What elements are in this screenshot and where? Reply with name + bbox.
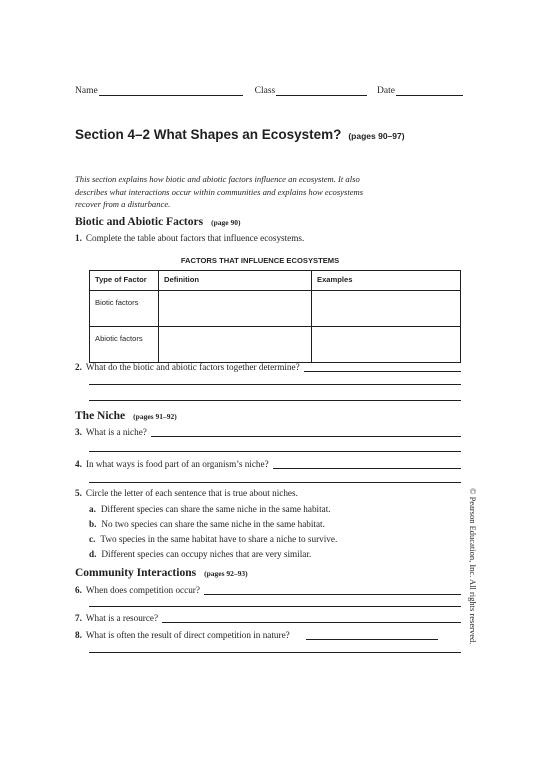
question-number: 2. bbox=[75, 362, 82, 372]
choice-d[interactable] bbox=[89, 549, 311, 559]
question-number: 4. bbox=[75, 459, 82, 469]
class-label: Class bbox=[254, 86, 276, 96]
table-caption: FACTORS THAT INFLUENCE ECOSYSTEMS bbox=[180, 256, 340, 265]
question-4 bbox=[75, 459, 461, 469]
header-fields bbox=[75, 86, 463, 96]
name-field[interactable] bbox=[99, 86, 243, 96]
answer-line[interactable] bbox=[304, 362, 461, 372]
heading-text: The Niche bbox=[75, 410, 126, 422]
answer-line[interactable] bbox=[89, 482, 461, 483]
heading-pages: (pages 91–92) bbox=[133, 412, 177, 421]
class-field[interactable] bbox=[276, 86, 367, 96]
question-text: What is often the result of direct competition in nature? bbox=[85, 630, 290, 640]
question-text: What is a resource? bbox=[85, 613, 159, 623]
section-title-text: Section 4–2 What Shapes an Ecosystem? bbox=[75, 127, 342, 142]
question-text: What do the biotic and abiotic factors together determine? bbox=[85, 362, 300, 372]
question-number: 8. bbox=[75, 630, 82, 640]
column-header: Examples bbox=[312, 271, 461, 291]
choice-text: No two species can share the same niche in the same habitat. bbox=[101, 519, 325, 529]
question-6 bbox=[75, 585, 461, 595]
factors-table bbox=[89, 270, 461, 363]
question-2 bbox=[75, 362, 461, 372]
answer-line[interactable] bbox=[162, 613, 461, 623]
answer-cell[interactable] bbox=[312, 327, 461, 363]
question-7 bbox=[75, 613, 461, 623]
answer-cell[interactable] bbox=[159, 291, 312, 327]
copyright-text: © Pearson Education, Inc. All rights reserved. bbox=[468, 488, 478, 645]
question-text: In what ways is food part of an organism’s niche? bbox=[85, 459, 269, 469]
intro-paragraph: This section explains how biotic and abiotic factors influence an ecosystem. It also describes what interactions occur within communities and explains how ecosystems recover from a disturbance. bbox=[75, 174, 364, 209]
question-1 bbox=[75, 233, 461, 243]
choice-letter[interactable]: b. bbox=[89, 519, 97, 529]
table-header-row bbox=[90, 271, 461, 291]
question-number: 5. bbox=[75, 488, 82, 498]
row-label: Abiotic factors bbox=[90, 327, 159, 363]
answer-line[interactable] bbox=[306, 630, 438, 640]
choice-text: Different species can share the same niche in the same habitat. bbox=[100, 504, 331, 514]
choice-b[interactable] bbox=[89, 519, 325, 529]
answer-line[interactable] bbox=[273, 459, 461, 469]
answer-cell[interactable] bbox=[159, 327, 312, 363]
choice-text: Two species in the same habitat have to share a niche to survive. bbox=[100, 534, 338, 544]
question-3 bbox=[75, 427, 461, 437]
heading-niche bbox=[75, 410, 177, 422]
choice-letter[interactable]: c. bbox=[89, 534, 96, 544]
question-number: 7. bbox=[75, 613, 82, 623]
column-header: Type of Factor bbox=[90, 271, 159, 291]
answer-line[interactable] bbox=[89, 652, 461, 653]
section-title-pages: (pages 90–97) bbox=[348, 131, 405, 141]
question-text: When does competition occur? bbox=[85, 585, 200, 595]
heading-pages: (pages 92–93) bbox=[204, 569, 248, 578]
answer-line[interactable] bbox=[89, 400, 461, 401]
table-row bbox=[90, 291, 461, 327]
choice-letter[interactable]: d. bbox=[89, 549, 97, 559]
choice-letter[interactable]: a. bbox=[89, 504, 96, 514]
answer-line[interactable] bbox=[89, 451, 461, 452]
choice-text: Different species can occupy niches that are very similar. bbox=[101, 549, 312, 559]
answer-cell[interactable] bbox=[312, 291, 461, 327]
heading-community-interactions bbox=[75, 567, 248, 579]
choice-a[interactable] bbox=[89, 504, 331, 514]
question-number: 6. bbox=[75, 585, 82, 595]
question-text: Circle the letter of each sentence that is true about niches. bbox=[85, 488, 298, 498]
name-label: Name bbox=[75, 86, 98, 96]
question-text: What is a niche? bbox=[85, 427, 147, 437]
answer-line[interactable] bbox=[204, 585, 461, 595]
row-label: Biotic factors bbox=[90, 291, 159, 327]
choice-c[interactable] bbox=[89, 534, 337, 544]
question-text: Complete the table about factors that influence ecosystems. bbox=[85, 233, 305, 243]
heading-text: Community Interactions bbox=[75, 567, 197, 579]
copyright-notice bbox=[466, 488, 478, 645]
section-title bbox=[75, 127, 405, 142]
answer-line[interactable] bbox=[151, 427, 461, 437]
heading-pages: (page 90) bbox=[211, 218, 241, 227]
question-5 bbox=[75, 488, 461, 498]
column-header: Definition bbox=[159, 271, 312, 291]
table-row bbox=[90, 327, 461, 363]
heading-biotic-abiotic bbox=[75, 216, 240, 228]
question-8 bbox=[75, 630, 461, 640]
answer-line[interactable] bbox=[89, 606, 461, 607]
heading-text: Biotic and Abiotic Factors bbox=[75, 216, 204, 228]
date-label: Date bbox=[377, 86, 395, 96]
question-number: 3. bbox=[75, 427, 82, 437]
answer-line[interactable] bbox=[89, 384, 461, 385]
date-field[interactable] bbox=[396, 86, 463, 96]
question-number: 1. bbox=[75, 233, 82, 243]
